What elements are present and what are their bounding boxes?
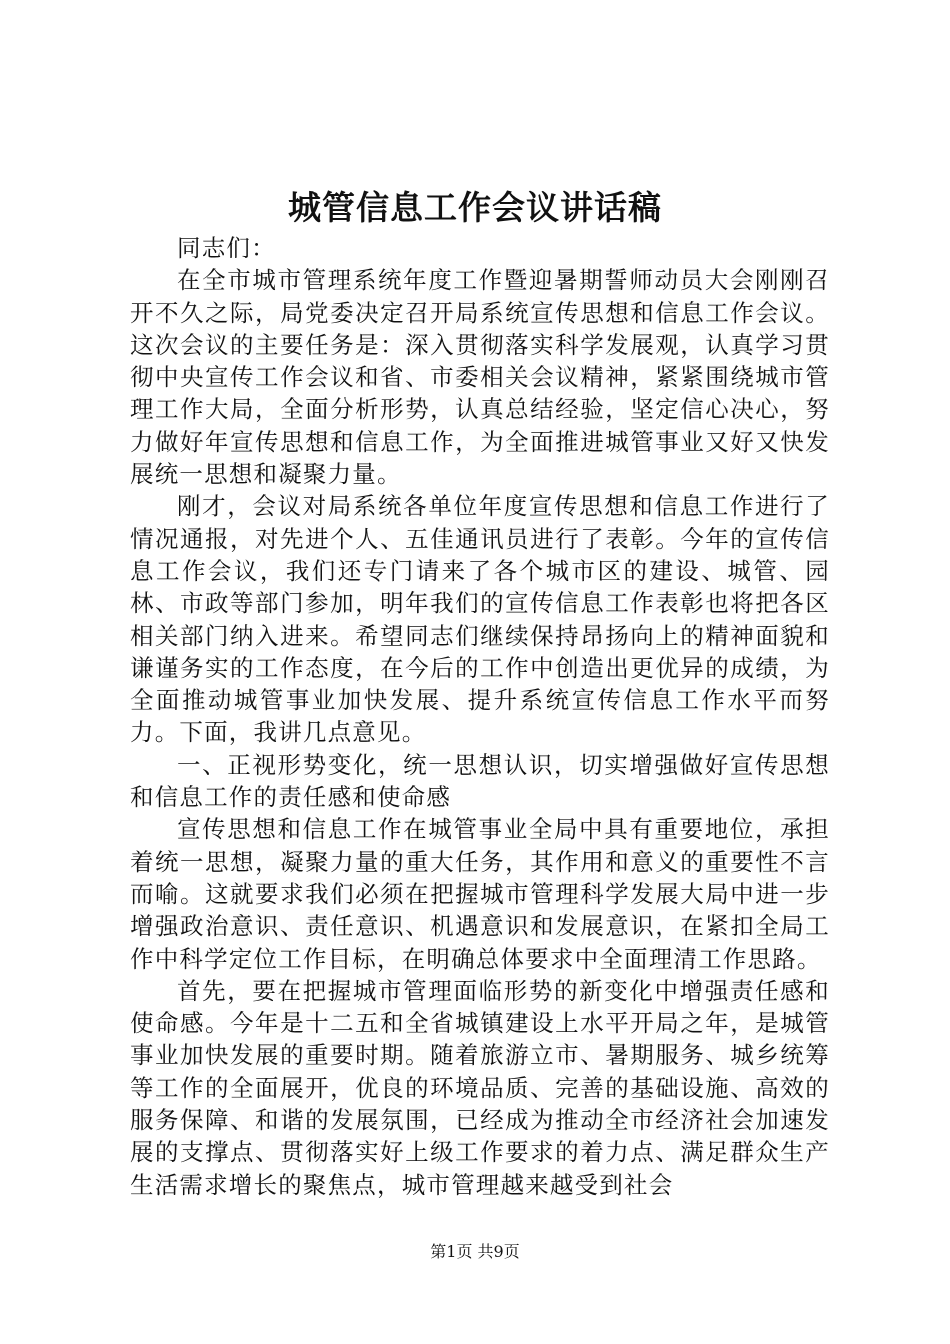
body-paragraph: 宣传思想和信息工作在城管事业全局中具有重要地位，承担着统一思想，凝聚力量的重大任务，其作用和意义的重要性不言而喻。这就要求我们必须在把握城市管理科学发展大局中进一步增强政治意识、责任意识、机遇意识和发展意识，在紧扣全局工作中科学定位工作目标，在明确总体要求中全面理清工作思路。	[130, 815, 830, 973]
body-paragraph: 首先，要在把握城市管理面临形势的新变化中增强责任感和使命感。今年是十二五和全省城镇建设上水平开局之年，是城管事业加快发展的重要时期。随着旅游立市、暑期服务、城乡统筹等工作的全面展开，优良的环境品质、完善的基础设施、高效的服务保障、和谐的发展氛围，已经成为推动全市经济社会加速发展的支撑点、贯彻落实好上级工作要求的着力点、满足群众生产生活需求增长的聚焦点，城市管理越来越受到社会	[130, 976, 830, 1199]
page-total: 共9页	[477, 1242, 520, 1261]
section-heading-paragraph: 一、正视形势变化，统一思想认识，切实增强做好宣传思想和信息工作的责任感和使命感	[130, 750, 830, 812]
page-footer	[0, 1240, 950, 1264]
document-title: 城管信息工作会议讲话稿	[288, 188, 662, 227]
body-paragraph: 在全市城市管理系统年度工作暨迎暑期誓师动员大会刚刚召开不久之际，局党委决定召开局系统宣传思想和信息工作会议。这次会议的主要任务是：深入贯彻落实科学发展观，认真学习贯彻中央宣传工作会议和省、市委相关会议精神，紧紧围绕城市管理工作大局，全面分析形势，认真总结经验，坚定信心决心，努力做好年宣传思想和信息工作，为全面推进城管事业又好又快发展统一思想和凝聚力量。	[130, 266, 830, 489]
document-body	[130, 232, 830, 1201]
salutation-paragraph: 同志们：	[177, 234, 276, 262]
page-number: 第1页	[430, 1242, 473, 1261]
body-paragraph: 刚才，会议对局系统各单位年度宣传思想和信息工作进行了情况通报，对先进个人、五佳通讯员进行了表彰。今年的宣传信息工作会议，我们还专门请来了各个城市区的建设、城管、园林、市政等部门参加，明年我们的宣传信息工作表彰也将把各区相关部门纳入进来。希望同志们继续保持昂扬向上的精神面貌和谦谨务实的工作态度，在今后的工作中创造出更优异的成绩，为全面推动城管事业加快发展、提升系统宣传信息工作水平而努力。下面，我讲几点意见。	[130, 492, 830, 747]
